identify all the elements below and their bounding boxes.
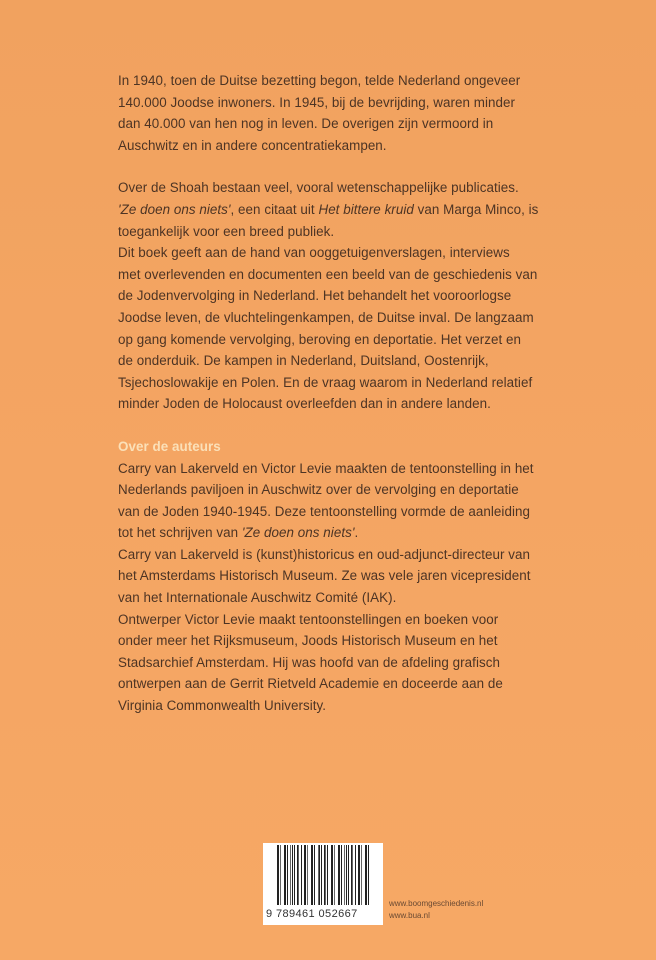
text-line: Auschwitz en in andere concentratiekampen.: [118, 137, 387, 153]
publisher-url: www.boomgeschiedenis.nl: [389, 899, 484, 908]
text-line: [118, 522, 558, 544]
text-line: Tsjechoslowakije en Polen. En de vraag waarom in Nederland relatief: [118, 374, 533, 390]
text-fragment: van Marga Minco, is: [413, 201, 539, 217]
barcode-arrow: >: [371, 908, 378, 920]
text-line: van het Internationale Auschwitz Comité (IAK).: [118, 590, 397, 606]
text-fragment: .: [354, 525, 359, 541]
publisher-urls: [389, 898, 483, 921]
text-line: minder Joden de Holocaust overleefden dan in andere landen.: [118, 396, 491, 412]
text-line: 140.000 Joodse inwoners. In 1945, bij de bevrijding, waren minder: [118, 94, 516, 110]
shoah-paragraph: [118, 177, 558, 242]
text-line: Carry van Lakerveld en Victor Levie maakten de tentoonstelling in het: [118, 460, 534, 476]
text-line: dan 40.000 van hen nog in leven. De overigen zijn vermoord in: [118, 116, 494, 132]
authors-paragraph-2: [118, 544, 558, 609]
text-line: Over de Shoah bestaan veel, vooral wetenschappelijke publicaties.: [118, 180, 519, 196]
book-title-quote: 'Ze doen ons niets': [241, 525, 355, 541]
text-line: Carry van Lakerveld is (kunst)historicus en oud-adjunct-directeur van: [118, 546, 531, 562]
text-line: onder meer het Rijksmuseum, Joods Historisch Museum en het: [118, 633, 498, 649]
text-line: In 1940, toen de Duitse bezetting begon, telde Nederland ongeveer: [118, 73, 521, 88]
blurb-text: [118, 70, 558, 717]
text-line: op gang komende vervolging, beroving en deportatie. Het verzet en: [118, 331, 521, 347]
source-book-title: Het bittere kruid: [318, 201, 414, 217]
text-fragment: , een citaat uit: [230, 201, 319, 217]
text-line: ontwerpen aan de Gerrit Rietveld Academie en doceerde aan de: [118, 676, 503, 692]
authors-heading: Over de auteurs: [118, 438, 221, 454]
book-title-quote: 'Ze doen ons niets': [118, 201, 231, 217]
authors-paragraph-1: [118, 458, 558, 544]
text-line: het Amsterdams Historisch Museum. Ze was vele jaren vicepresident: [118, 568, 531, 584]
text-line: Nederlands paviljoen in Auschwitz over de vervolging en deportatie: [118, 482, 519, 498]
intro-paragraph: [118, 70, 558, 156]
text-line: Joodse leven, de vluchtelingenkampen, de Duitse inval. De langzaam: [118, 309, 534, 325]
text-line: Dit boek geeft aan de hand van ooggetuigenverslagen, interviews: [118, 245, 510, 261]
text-fragment: tot het schrijven van: [118, 525, 242, 541]
text-line: de Jodenvervolging in Nederland. Het behandelt het vooroorlogse: [118, 288, 512, 304]
barcode-bars-icon: [277, 845, 371, 905]
text-line: Ontwerper Victor Levie maakt tentoonstellingen en boeken voor: [118, 611, 499, 627]
text-line: de onderduik. De kampen in Nederland, Duitsland, Oostenrijk,: [118, 353, 489, 369]
publisher-url: www.bua.nl: [389, 910, 430, 920]
text-line: toegankelijk voor een breed publiek.: [118, 223, 335, 239]
book-description-paragraph: [118, 242, 558, 415]
text-line: Stadsarchief Amsterdam. Hij was hoofd van de afdeling grafisch: [118, 654, 500, 670]
isbn-barcode: [263, 843, 383, 925]
text-line: [118, 199, 558, 221]
authors-paragraph-3: [118, 609, 558, 717]
text-line: Virginia Commonwealth University.: [118, 698, 327, 714]
text-line: van de Joden 1940-1945. Deze tentoonstelling vormde de aanleiding: [118, 503, 530, 519]
text-line: met overlevenden en documenten een beeld van de geschiedenis van: [118, 266, 538, 282]
isbn-number: 9 789461 052667: [266, 908, 358, 920]
